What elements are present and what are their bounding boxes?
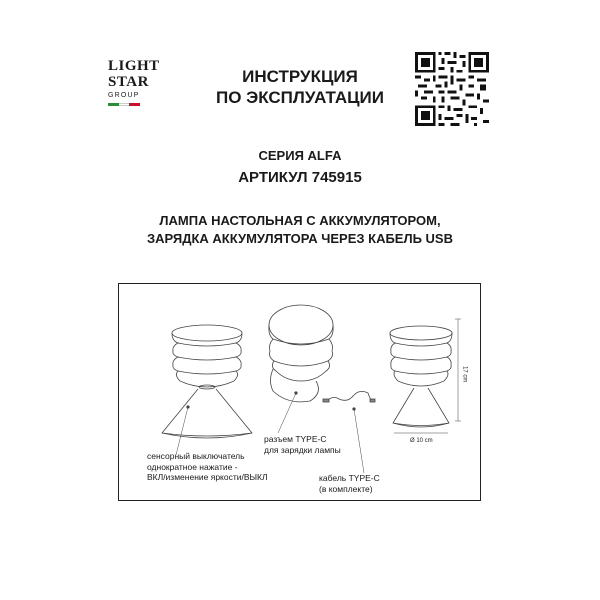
description-line1: ЛАМПА НАСТОЛЬНАЯ С АККУМУЛЯТОРОМ, xyxy=(159,213,441,228)
switch-label-line1: сенсорный выключатель xyxy=(147,451,245,461)
brand-logo xyxy=(108,58,170,124)
logo-text-line1: LIGHT xyxy=(108,58,160,74)
cable-leader-line xyxy=(354,409,364,473)
article-number: АРТИКУЛ 745915 xyxy=(238,169,362,186)
height-dimension: 17 cm xyxy=(461,366,468,383)
lamp-dimension-view xyxy=(390,319,461,433)
page-title xyxy=(190,66,410,108)
cable-label-line1: кабель TYPE-C xyxy=(319,473,380,483)
port-leader-line xyxy=(278,393,296,433)
description-line2: ЗАРЯДКА АККУМУЛЯТОРА ЧЕРЕЗ КАБЕЛЬ USB xyxy=(147,231,453,246)
cable-label xyxy=(319,473,380,494)
lamp-tilted-view xyxy=(269,305,333,402)
lamp-front-view xyxy=(162,325,252,438)
series-name: СЕРИЯ ALFA xyxy=(258,148,342,163)
title-line2: ПО ЭКСПЛУАТАЦИИ xyxy=(215,88,384,107)
title-line1: ИНСТРУКЦИЯ xyxy=(242,67,358,86)
switch-label xyxy=(147,451,268,483)
switch-label-line2: однократное нажатие - xyxy=(147,461,238,472)
width-dimension: Ø 10 cm xyxy=(410,438,433,444)
logo-text-line2: STAR xyxy=(108,74,149,90)
qr-code-icon xyxy=(415,52,489,126)
type-c-cable-icon xyxy=(323,391,375,402)
switch-label-line3: ВКЛ/изменение яркости/ВЫКЛ xyxy=(147,472,268,482)
port-label-line1: разъем TYPE-C xyxy=(264,434,327,444)
port-label-line2: для зарядки лампы xyxy=(264,444,341,455)
product-description xyxy=(120,212,480,248)
logo-subtext: GROUP xyxy=(108,92,140,99)
cable-label-line2: (в комплекте) xyxy=(319,483,373,494)
port-label xyxy=(264,434,341,455)
italian-flag-icon xyxy=(108,103,140,106)
